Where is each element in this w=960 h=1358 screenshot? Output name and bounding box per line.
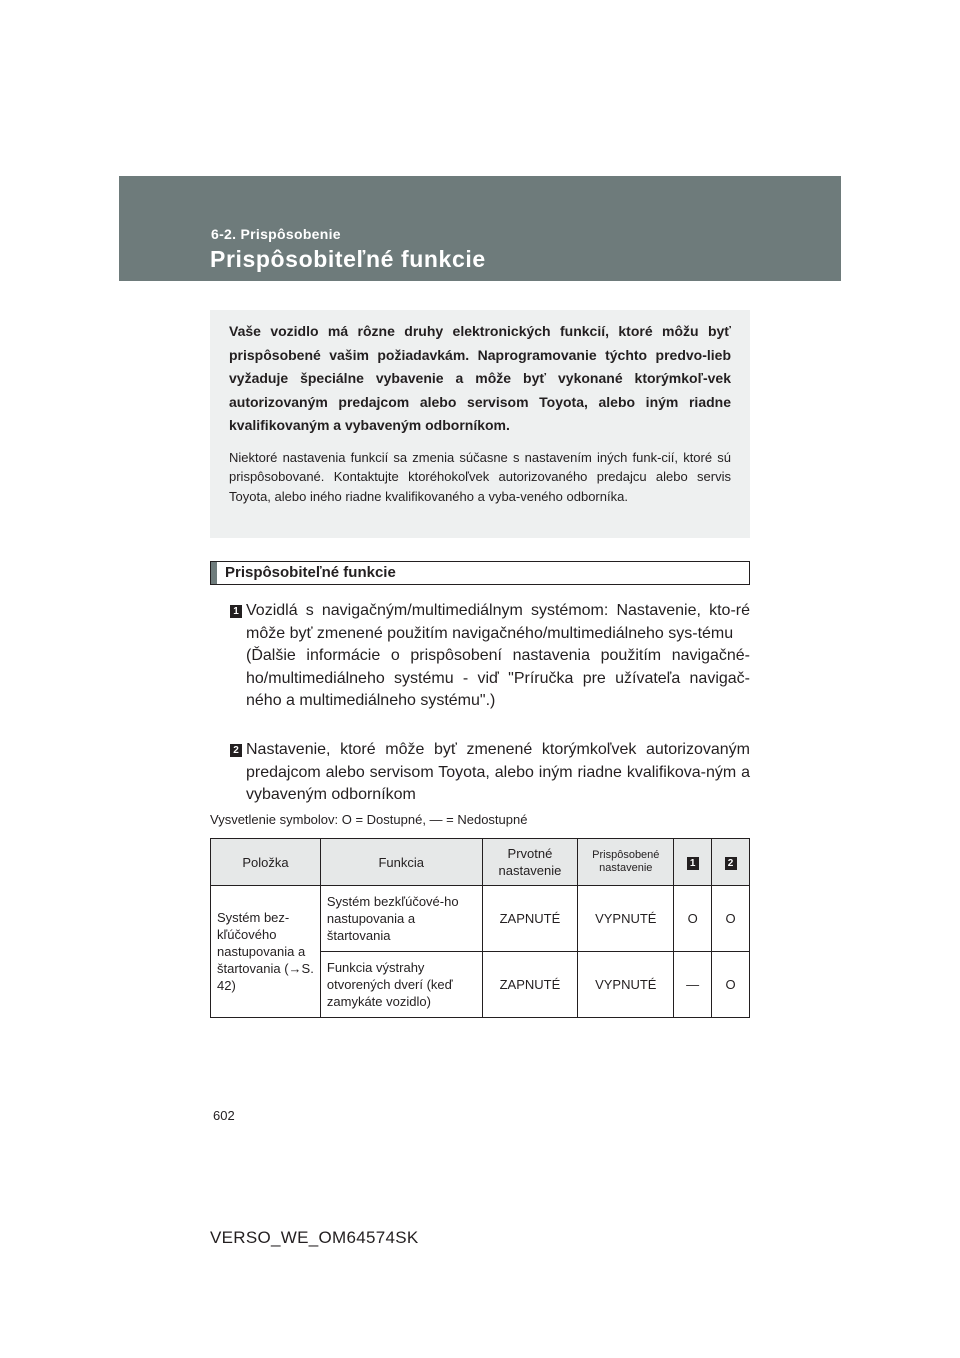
section-heading-bar — [211, 562, 217, 584]
symbol-legend: Vysvetlenie symbolov: O = Dostupné, — = Nedostupné — [210, 812, 528, 827]
custom-cell: VYPNUTÉ — [578, 886, 674, 952]
section-heading — [210, 561, 750, 585]
number-badge-2: 2 — [725, 857, 737, 870]
list-item-note: (Ďalšie informácie o prispôsobení nastavenia použitím navigačné-ho/multimediálneho systému - viď "Príručka pre užívateľa navigač-ného a multimediálneho systému".) — [246, 647, 750, 709]
header-default — [482, 839, 578, 886]
header-custom-text: Prispôsobené nastavenie — [592, 849, 660, 874]
header-item: Položka — [211, 839, 321, 886]
avail-cell-2: O — [712, 952, 750, 1018]
header-function: Funkcia — [320, 839, 482, 886]
default-cell: ZAPNUTÉ — [482, 886, 578, 952]
list-item-text: Nastavenie, ktoré môže byť zmenené ktorýmkoľvek autorizovaným predajcom alebo servisom Toyota, alebo iným riadne kvalifikova-ným a vybaveným odborníkom — [246, 741, 750, 803]
avail-cell-2: O — [712, 886, 750, 952]
item-cell: Systém bez-kľúčového nastupovania a štartovania (→S. 42) — [211, 886, 321, 1018]
page-number: 602 — [213, 1108, 235, 1123]
header-col-1 — [674, 839, 712, 886]
intro-note-text: Niektoré nastavenia funkcií sa zmenia súčasne s nastavením iných funk-cií, ktoré sú prispôsobované. Kontaktujte ktoréhokoľvek autorizovaného predajcu alebo servis Toyota, alebo iného riadne kvalifikovaného a vyba-veného odborníka. — [229, 449, 731, 504]
header-col-2 — [712, 839, 750, 886]
custom-cell: VYPNUTÉ — [578, 952, 674, 1018]
intro-bold-text: Vaše vozidlo má rôzne druhy elektronických funkcií, ktoré môžu byť prispôsobené vašim požiadavkám. Naprogramovanie týchto predvo-lieb vyžaduje špeciálne vybavenie a môže byť vykonané ktorýmkoľ-vek autorizovaným predajcom alebo servisom Toyota, alebo iným riadne kvalifikovaným a vybaveným odborníkom. — [229, 323, 731, 433]
list-item-text: Vozidlá s navigačným/multimediálnym systémom: Nastavenie, kto-ré môže byť zmenené použitím navigačného/multimediálneho sys-tému — [246, 602, 750, 642]
number-badge-1: 1 — [687, 857, 699, 870]
header-custom — [578, 839, 674, 886]
section-heading-text: Prispôsobiteľné funkcie — [225, 564, 396, 581]
list-item-1 — [230, 600, 750, 713]
avail-cell-1: — — [674, 952, 712, 1018]
section-number: 6-2. Prispôsobenie — [211, 226, 341, 242]
page-title: Prispôsobiteľné funkcie — [210, 246, 486, 272]
avail-cell-1: O — [674, 886, 712, 952]
function-cell: Systém bezkľúčové-ho nastupovania a štartovania — [320, 886, 482, 952]
document-code: VERSO_WE_OM64574SK — [210, 1228, 419, 1247]
intro-box — [210, 310, 750, 538]
number-badge-1: 1 — [230, 605, 242, 618]
number-badge-2: 2 — [230, 744, 242, 757]
table-row — [211, 886, 750, 952]
list-item-2 — [230, 739, 750, 807]
customization-table — [210, 838, 750, 1018]
table-header-row — [211, 839, 750, 886]
default-cell: ZAPNUTÉ — [482, 952, 578, 1018]
function-cell: Funkcia výstrahy otvorených dverí (keď zamykáte vozidlo) — [320, 952, 482, 1018]
header-default-text: Prvotné nastavenie — [498, 846, 562, 878]
